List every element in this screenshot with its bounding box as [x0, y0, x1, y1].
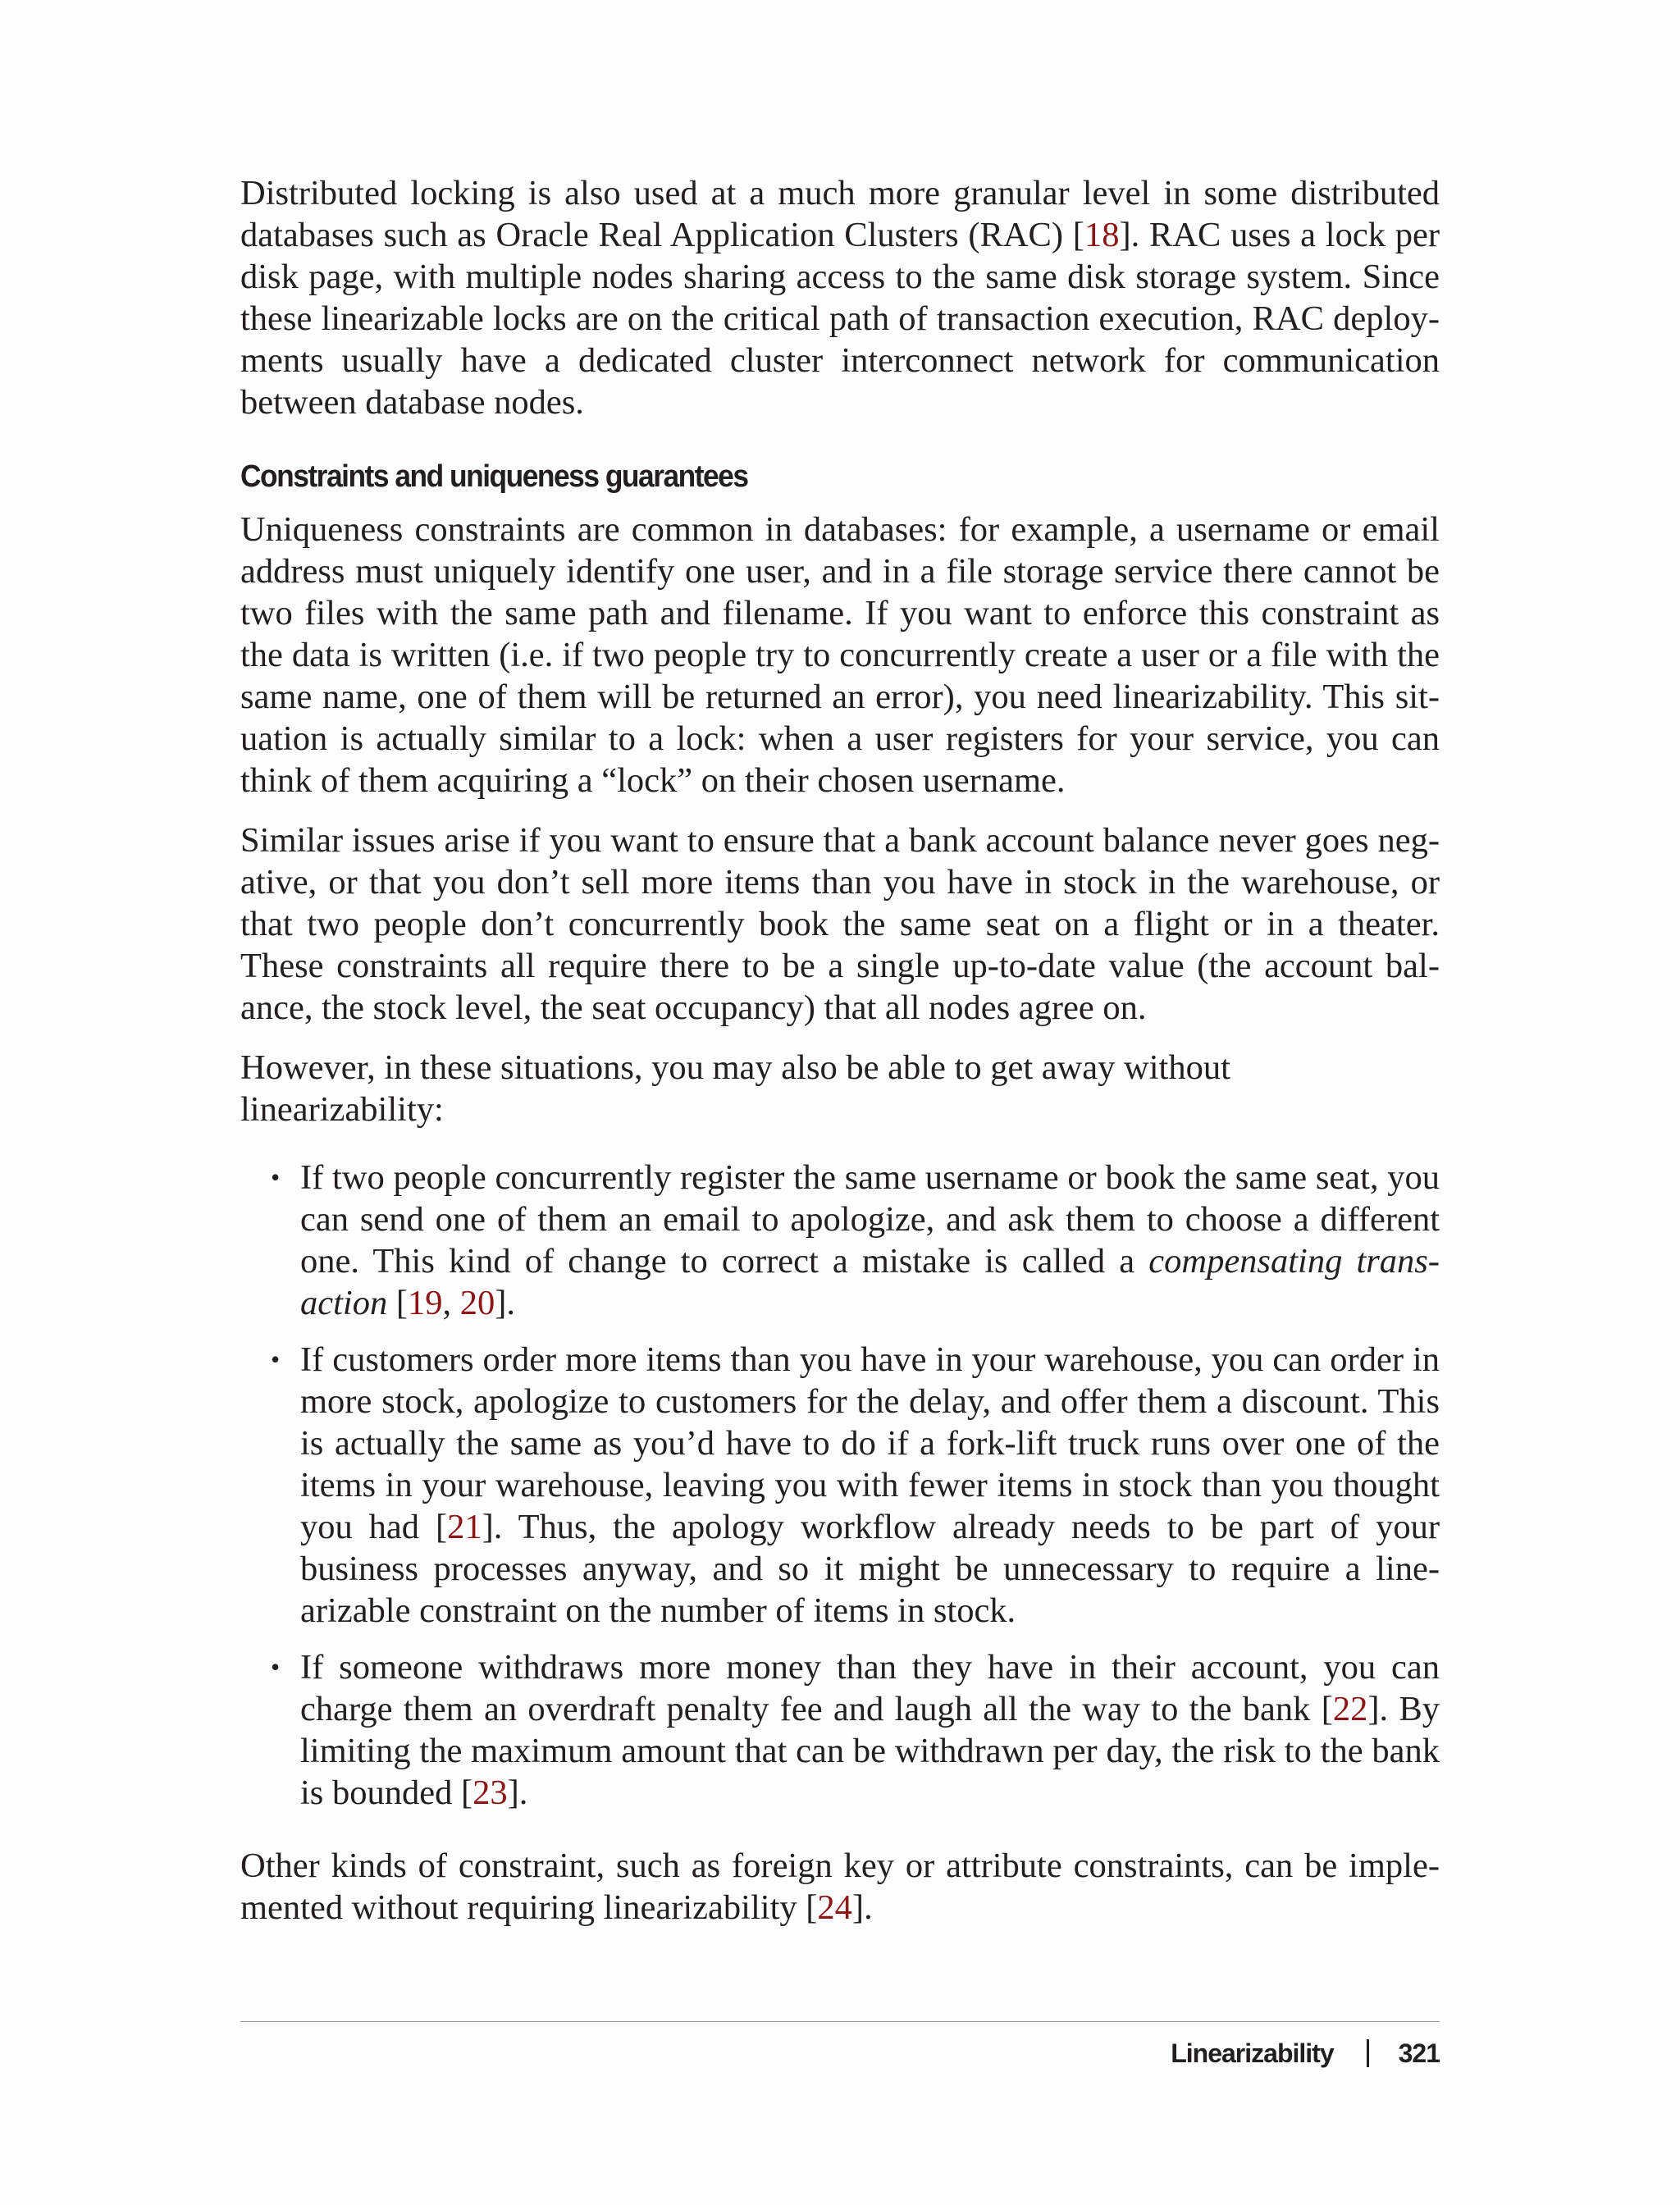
- list-item: • If customers order more items than you have in your warehouse, you can order in more stock, apologize to customers for the delay, and offer them a discount. This is actually the same as you’d have to do if a fork-lift truck runs over one of the items in your warehouse, leaving you with fewer items in stock than you thought you had [21]. Thus, the apology workflow already needs to be part of your business processes anyway, and so it might be unnecessary to require a linearizable constraint on the number of items in stock.: [271, 1340, 1440, 1630]
- list-item: • If someone withdraws more money than they have in their account, you can charge them an overdraft penalty fee and laugh all the way to the bank [22]. By limiting the maximum amount that can be withdrawn per day, the risk to the bank is bounded [23].: [271, 1648, 1440, 1812]
- bullet-icon: •: [271, 1344, 281, 1374]
- list-item: • If two people concurrently register the same username or book the same seat, you can send one of them an email to apologize, and ask them to choose a different one. This kind of change to correct a mistake is called a compensating transaction [19, 20].: [271, 1158, 1440, 1322]
- page-footer: [1171, 2033, 1440, 2074]
- reference-link-23[interactable]: 23: [472, 1774, 508, 1812]
- paragraph-uniqueness: Uniqueness constraints are common in databases: for example, a username or email address must uniquely identify one user, and in a file storage service there cannot be two files with the same path and filename. If you want to enforce this constraint as the data is written (i.e. if two people try to concurrently create a user or a file with the same name, one of them will be returned an error), you need linearizability. This situation is actually similar to a lock: when a user registers for your service, you can think of them acquiring a “lock” on their chosen username.: [240, 510, 1440, 800]
- page-content: [240, 172, 1440, 1929]
- paragraph-however: However, in these situations, you may also be able to get away without linearizability:: [240, 1048, 1230, 1129]
- reference-link-22[interactable]: 22: [1332, 1690, 1368, 1728]
- paragraph-other-constraints: Other kinds of constraint, such as foreign key or attribute constraints, can be implemented without requiring linearizability [24].: [240, 1847, 1440, 1927]
- footer-divider: [240, 2021, 1440, 2022]
- bullet-list: [240, 1157, 1440, 1814]
- bullet-icon: •: [271, 1162, 281, 1192]
- section-heading: Constraints and uniqueness guarantees: [240, 459, 748, 494]
- running-footer-title: Linearizability: [1171, 2038, 1334, 2068]
- footer-separator: [1367, 2039, 1369, 2067]
- paragraph-distributed-locking: Distributed locking is also used at a much more granular level in some distributed databases such as Oracle Real Application Clusters (RAC) [18]. RAC uses a lock per disk page, with multiple nodes sharing access to the same disk storage system. Since these linearizable locks are on the critical path of transaction execution, RAC deployments usually have a dedicated cluster interconnect network for communication between database nodes.: [240, 174, 1440, 422]
- reference-link-19[interactable]: 19: [408, 1284, 443, 1322]
- reference-link-24[interactable]: 24: [817, 1888, 852, 1927]
- reference-link-18[interactable]: 18: [1084, 216, 1120, 254]
- paragraph-similar-issues: Similar issues arise if you want to ensure that a bank account balance never goes negative, or that you don’t sell more items than you have in stock in the warehouse, or that two people don’t concurrently book the same seat on a flight or in a theater. These constraints all require there to be a single up-to-date value (the account balance, the stock level, the seat occupancy) that all nodes agree on.: [240, 821, 1440, 1027]
- reference-link-20[interactable]: 20: [459, 1284, 495, 1322]
- bullet-icon: •: [271, 1652, 281, 1682]
- page-number: 321: [1398, 2038, 1440, 2068]
- reference-link-21[interactable]: 21: [447, 1508, 482, 1546]
